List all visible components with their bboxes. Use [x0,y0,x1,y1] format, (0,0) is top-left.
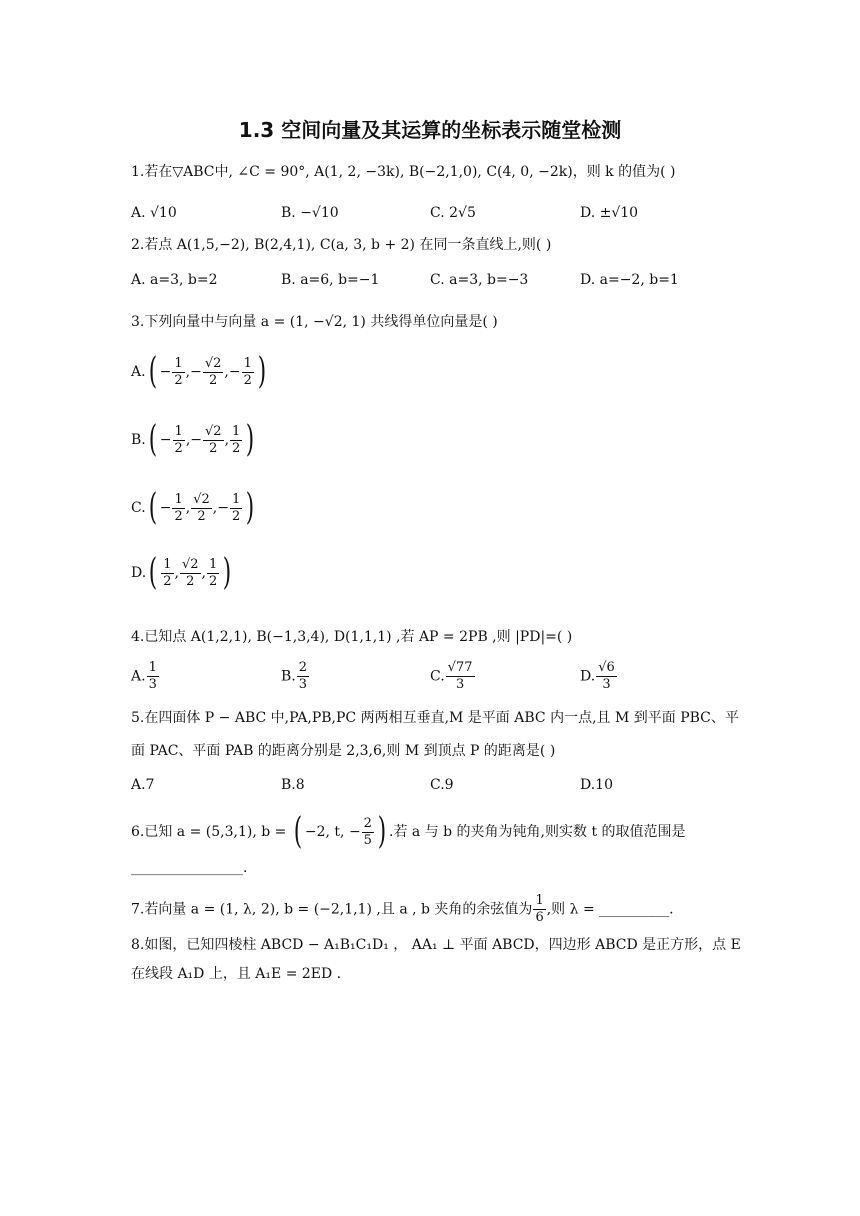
question-1-option-d: D. ±√10 [580,205,639,221]
option-label: D. [131,565,147,581]
question-5-option-c: C.9 [430,777,454,793]
separator: ,− [224,364,241,380]
fraction: $\frac{√2}{2}$ [193,491,210,524]
fraction: $\frac{√2}{2}$ [205,423,222,456]
separator: , [201,565,206,581]
question-7-stem: 7.若向量 a = (1, λ, 2), b = (−2,1,1) ,且 a , b 夹角的余弦值为 $\frac{1}{6}$ ,则 λ = __________. [131,893,674,925]
fraction: $\frac{1}{2}$ [231,491,241,524]
fraction: $\frac{1}{2}$ [174,423,183,456]
question-4-option-c: C. $\frac{√77}{3}$ [430,660,473,692]
question-4-option-b: B. $\frac{2}{3}$ [281,660,308,692]
question-4-option-d: D. $\frac{√6}{3}$ [580,660,615,692]
question-3-option-b: B.( − $\frac{1}{2}$ ,− $\frac{√2}{2}$ , $\frac{1}{2}$ ) [131,419,255,460]
separator: ,− [212,500,229,516]
option-label: A. [131,364,146,380]
fraction: $\frac{1}{2}$ [163,556,172,589]
question-2-option-d: D. a=−2, b=1 [580,272,679,288]
question-3-stem: 3.下列向量中与向量 a = (1, −√2, 1) 共线得单位向量是( ) [131,314,498,330]
question-1-option-b: B. −√10 [281,205,339,221]
fraction: $\frac{√2}{2}$ [181,556,199,589]
page-title: 1.3 空间向量及其运算的坐标表示随堂检测 [238,118,622,142]
question-5-option-d: D.10 [580,777,613,793]
option-label: B. [131,432,146,448]
fraction: $\frac{1}{3}$ [148,660,157,692]
fraction: $\frac{1}{2}$ [232,423,241,456]
question-5-stem-line1: 5.在四面体 P − ABC 中,PA,PB,PC 两两相互垂直,M 是平面 ABC 内一点,且 M 到平面 PBC、平 [131,710,739,726]
question-5-option-b: B.8 [281,777,305,793]
separator: ,− [185,364,202,380]
question-2-option-c: C. a=3, b=−3 [430,272,529,288]
fraction: $\frac{√2}{2}$ [204,355,222,388]
option-label: C. [131,500,146,516]
fraction: $\frac{1}{2}$ [243,355,252,388]
fraction: $\frac{√6}{3}$ [598,660,615,692]
question-2-stem: 2.若点 A(1,5,−2), B(2,4,1), C(a, 3, b + 2) 在同一条直线上,则( ) [131,237,552,253]
fraction: $\frac{2}{5}$ [363,815,372,848]
separator: , [174,565,179,581]
question-1-option-c: C. 2√5 [430,205,476,221]
question-3-option-d: D.( $\frac{1}{2}$ , $\frac{√2}{2}$ , $\frac{1}{2}$ ) [131,552,232,593]
fraction: $\frac{1}{2}$ [174,491,183,524]
question-5-stem-line2: 面 PAC、平面 PAB 的距离分别是 2,3,6,则 M 到顶点 P 的距离是( ) [131,743,556,759]
sign: − [159,364,172,380]
question-2-option-b: B. a=6, b=−1 [281,272,380,288]
question-3-option-a: A.( − $\frac{1}{2}$ ,− $\frac{√2}{2}$ ,− $\frac{1}{2}$ ) [131,351,267,392]
question-5-option-a: A.7 [131,777,155,793]
separator: , [185,500,191,516]
question-4-option-a: A. $\frac{1}{3}$ [131,660,157,692]
sign: − [159,432,172,448]
question-1-option-a: A. √10 [131,205,177,221]
question-8-stem-line2: 在线段 A₁D 上，且 A₁E = 2ED . [131,966,342,982]
separator: , [224,432,230,448]
question-6-stem: 6.已知 a = (5,3,1), b = ( −2, t, − $\frac{2}{5}$ ) .若 a 与 b 的夹角为钝角,则实数 t 的取值范围是 [131,811,686,852]
question-8-stem-line1: 8.如图，已知四棱柱 ABCD − A₁B₁C₁D₁ ， AA₁ ⊥ 平面 ABCD，四边形 ABCD 是正方形，点 E [131,937,741,953]
fraction: $\frac{√77}{3}$ [447,660,473,692]
fraction: $\frac{1}{6}$ [535,893,544,925]
sign: − [159,500,172,516]
question-4-stem: 4.已知点 A(1,2,1), B(−1,3,4), D(1,1,1) ,若 AP = 2PB ,则 |PD|=( ) [131,629,573,645]
question-1-stem: 1.若在▽ABC中, ∠C = 90°, A(1, 2, −3k), B(−2,1,0), C(4, 0, −2k)，则 k 的值为( ) [131,164,676,180]
question-2-option-a: A. a=3, b=2 [131,272,218,288]
question-6-answer-blank: ________________. [131,860,248,876]
separator: ,− [185,432,202,448]
question-3-option-c: C.( − $\frac{1}{2}$ , $\frac{√2}{2}$ ,− $\frac{1}{2}$ ) [131,487,255,528]
fraction: $\frac{1}{2}$ [174,355,183,388]
fraction: $\frac{1}{2}$ [208,556,218,589]
fraction: $\frac{2}{3}$ [298,660,308,692]
